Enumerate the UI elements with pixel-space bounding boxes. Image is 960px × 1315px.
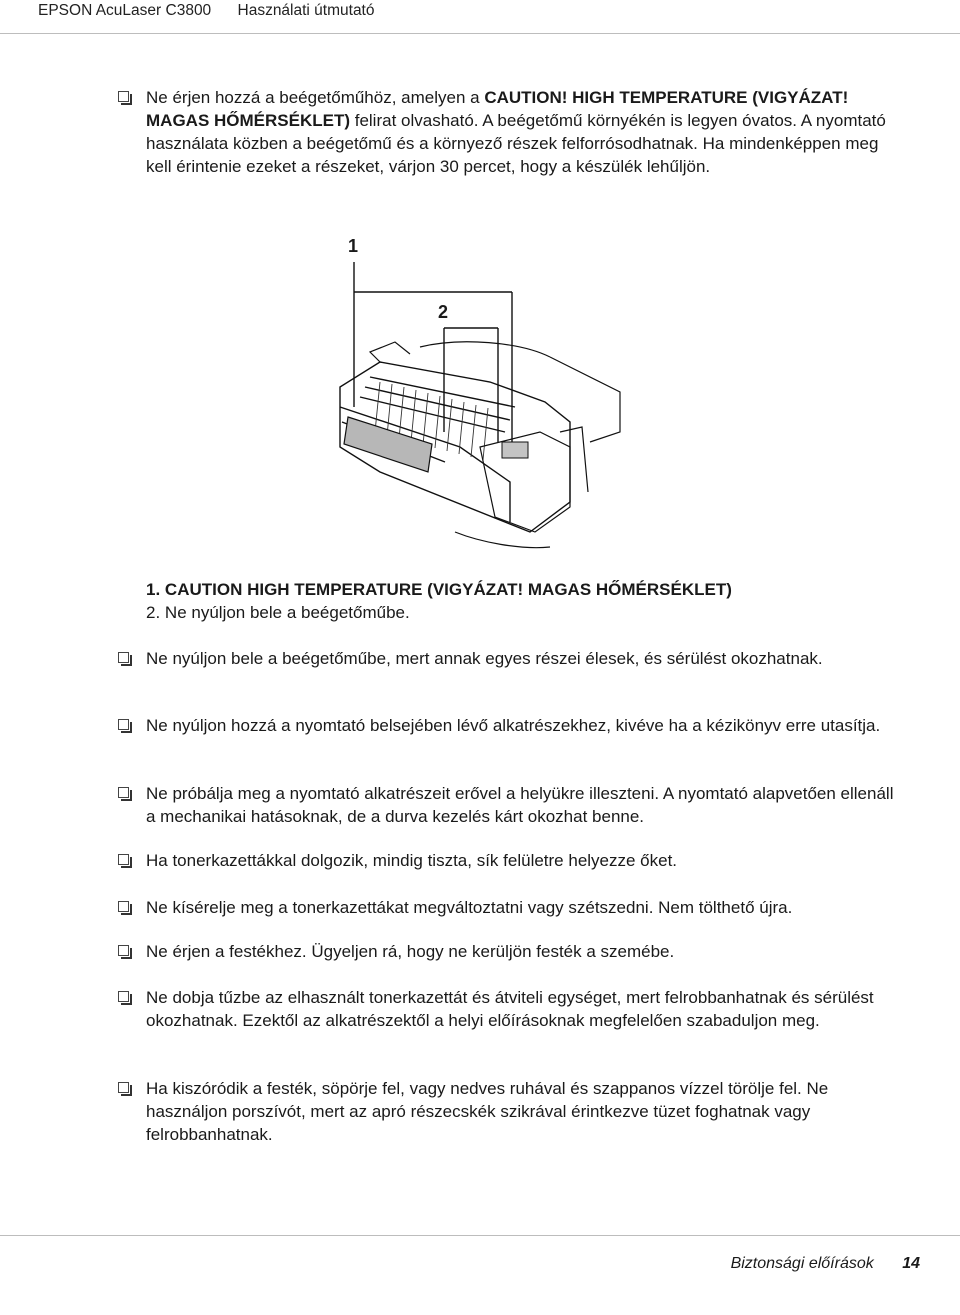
figure-legend-2 — [146, 602, 410, 624]
fuser-warning-pre: Ne érjen hozzá a beégetőműhöz, amelyen a — [146, 88, 485, 107]
page-header — [38, 2, 397, 20]
list-item: Ne dobja tűzbe az elhasznált tonerkazettát és átviteli egységet, mert felrobbanhatnak és sérülést okozhatnak. Ezektől az alkatrészektől a helyi előírásoknak megfelelően szabaduljon meg. — [118, 986, 898, 1032]
footer-section: Biztonsági előírások — [730, 1255, 874, 1272]
fuser-drawing — [320, 232, 650, 554]
legend-2-number: 2. — [146, 603, 161, 622]
checkbox-bullet-icon — [118, 787, 129, 798]
header-guide-title: Használati útmutató — [237, 2, 375, 19]
fuser-illustration — [320, 232, 650, 554]
checkbox-bullet-icon — [118, 652, 129, 663]
page-number: 14 — [902, 1255, 920, 1272]
fuser-warning-label: CAUTION! HIGH TEMPERATURE (VIGYÁZAT! MAGAS HŐMÉRSÉKLET) — [146, 88, 849, 130]
checkbox-bullet-icon — [118, 719, 129, 730]
list-item: Ne nyúljon hozzá a nyomtató belsejében lévő alkatrészekhez, kivéve ha a kézikönyv erre utasítja. — [118, 714, 898, 737]
figure-legend-1 — [146, 579, 732, 601]
list-item: Ha tonerkazettákkal dolgozik, mindig tiszta, sík felületre helyezze őket. — [118, 849, 898, 872]
callout-2: 2 — [438, 302, 449, 322]
list-item: Ne próbálja meg a nyomtató alkatrészeit erővel a helyükre illeszteni. A nyomtató alapvetően ellenáll a mechanikai hatásoknak, de a durva kezelés kárt okozhat benne. — [118, 782, 898, 828]
footer-divider — [0, 1235, 960, 1236]
list-item: Ha kiszóródik a festék, söpörje fel, vagy nedves ruhával és szappanos vízzel törölje fel. Ne használjon porszívót, mert az apró részecskék szikrával érintkezve tüzet foghatnak vagy felrobbanhatnak. — [118, 1077, 898, 1146]
legend-1-text: CAUTION HIGH TEMPERATURE (VIGYÁZAT! MAGAS HŐMÉRSÉKLET) — [164, 580, 732, 599]
checkbox-bullet-icon — [118, 945, 129, 956]
checkbox-bullet-icon — [118, 854, 129, 865]
list-item: Ne nyúljon bele a beégetőműbe, mert annak egyes részei élesek, és sérülést okozhatnak. — [118, 647, 898, 670]
legend-2-text: Ne nyúljon bele a beégetőműbe. — [164, 603, 410, 622]
checkbox-bullet-icon — [118, 991, 129, 1002]
fuser-warning-item — [118, 86, 898, 178]
checkbox-bullet-icon — [118, 91, 129, 102]
fuser-warning-post: felirat olvasható. A beégetőmű környékén is legyen óvatos. A nyomtató használata közben a beégetőmű és a környező részek felforrósodhatnak. Ha mindenképpen meg kell érintenie ezeket a részeket, várjon 30 percet, hogy a készülék lehűljön. — [146, 111, 886, 176]
legend-1-number: 1. — [146, 580, 161, 599]
list-item: Ne kísérelje meg a tonerkazettákat megváltoztatni vagy szétszedni. Nem tölthető újra. — [118, 896, 898, 919]
callout-1: 1 — [348, 236, 359, 256]
checkbox-bullet-icon — [118, 1082, 129, 1093]
page-footer — [731, 1255, 920, 1273]
checkbox-bullet-icon — [118, 901, 129, 912]
list-item: Ne érjen a festékhez. Ügyeljen rá, hogy ne kerüljön festék a szemébe. — [118, 940, 898, 963]
header-divider — [0, 33, 960, 34]
header-product: EPSON AcuLaser C3800 — [38, 2, 212, 19]
